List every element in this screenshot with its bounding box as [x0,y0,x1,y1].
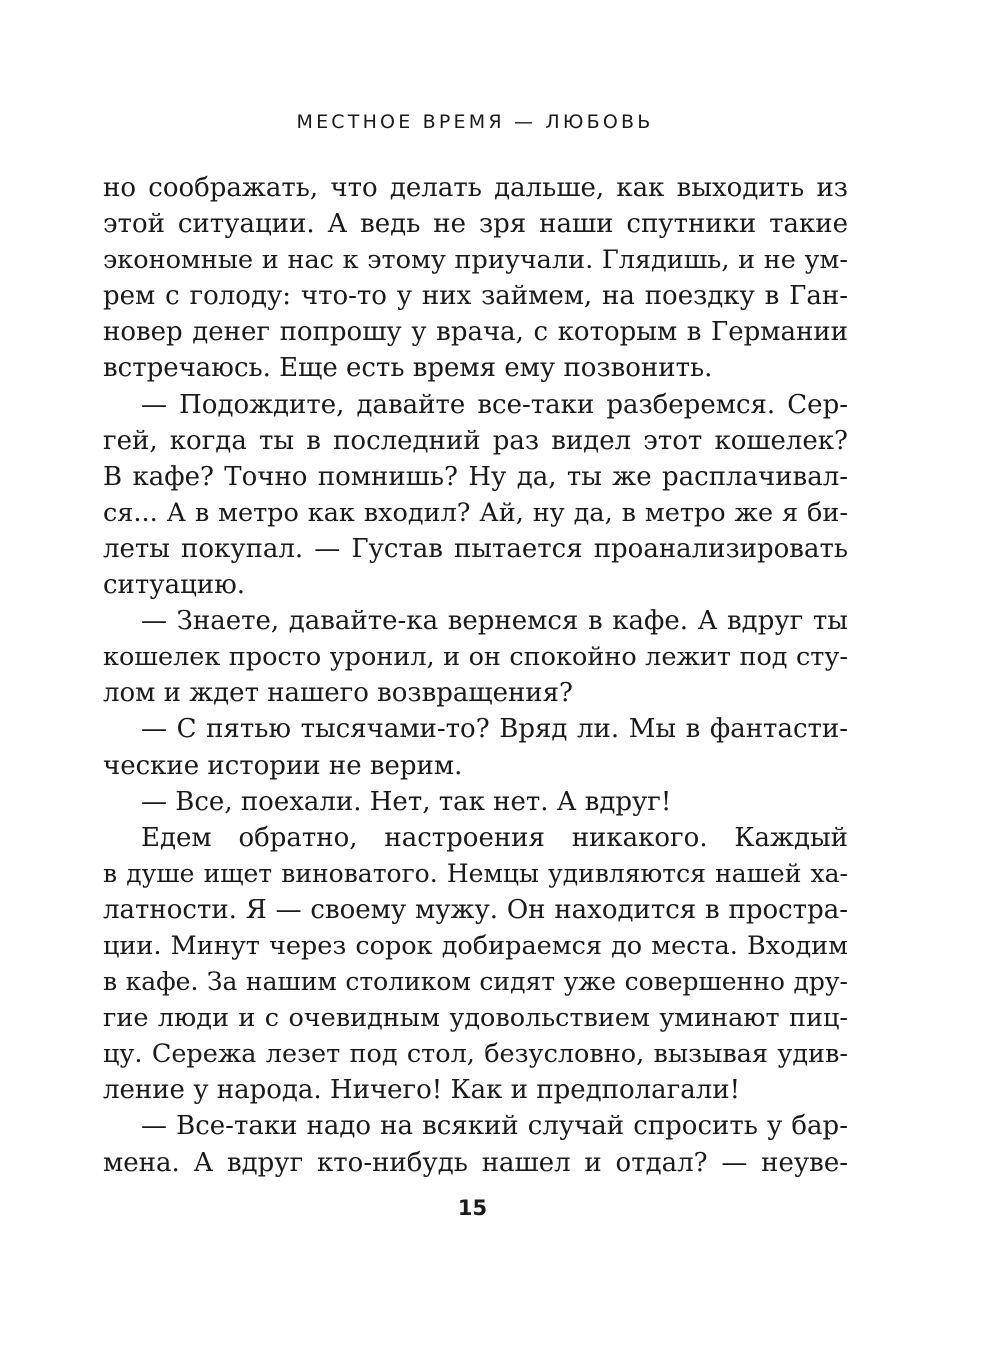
text-line: Едем обратно, настроения никакого. Каждый [141,822,848,853]
page-body-text [103,170,848,1181]
text-line: в душе ищет виноватого. Немцы удивляются нашей ха- [103,858,848,888]
text-line: но соображать, что делать дальше, как выходить из [103,173,848,203]
text-line: новер денег попрошу у врача, с которым в Германии [103,317,848,348]
text-line: ся... А в метро как входил? Ай, ну да, в метро же я би- [103,497,848,528]
text-line: ситуацию. [103,570,246,601]
text-line: латности. Я — своему мужу. Он находится в простра- [103,894,848,925]
text-line: — Знаете, давайте-ка вернемся в кафе. А вдруг ты [141,606,848,637]
text-line: этой ситуации. А ведь не зря наши спутники такие [103,209,848,240]
text-line: ции. Минут через сорок добираемся до места. Входим [103,930,848,961]
text-line: — Все, поехали. Нет, так нет. А вдруг! [141,786,672,817]
text-line: экономные и нас к этому приучали. Глядишь, и не ум- [103,245,848,276]
text-line: ление у народа. Ничего! Как и предполагали! [103,1075,741,1106]
text-line: цу. Сережа лезет под стол, безусловно, вызывая удив- [103,1039,848,1070]
page-number: 15 [457,1196,488,1220]
text-line: гей, когда ты в последний раз видел этот кошелек? [103,425,848,456]
text-line: кошелек просто уронил, и он спокойно лежит под сту- [103,642,848,673]
text-line: в кафе. За нашим столиком сидят уже совершенно дру- [103,967,848,997]
text-line: — Все-таки надо на всякий случай спросить у бар- [141,1111,848,1142]
text-line: рем с голоду: что-то у них займем, на поездку в Ган- [103,281,848,312]
text-line: — Подождите, давайте все-таки разберемся. Сер- [141,389,848,420]
text-line: ческие истории не верим. [103,750,463,781]
text-line: лом и ждет нашего возвращения? [103,678,573,709]
text-line: встречаюсь. Еще есть время ему позвонить. [103,353,713,384]
running-header: МЕСТНОЕ ВРЕМЯ — ЛЮБОВЬ [296,111,654,133]
text-line: леты покупал. — Густав пытается проанализировать [103,533,848,564]
text-line: В кафе? Точно помнишь? Ну да, ты же расплачивал- [103,461,848,492]
text-line: мена. А вдруг кто-нибудь нашел и отдал? — неуве- [103,1147,848,1178]
text-line: гие люди и с очевидным удовольствием уминают пиц- [103,1003,848,1034]
text-line: — С пятью тысячами-то? Вряд ли. Мы в фантасти- [141,714,848,745]
